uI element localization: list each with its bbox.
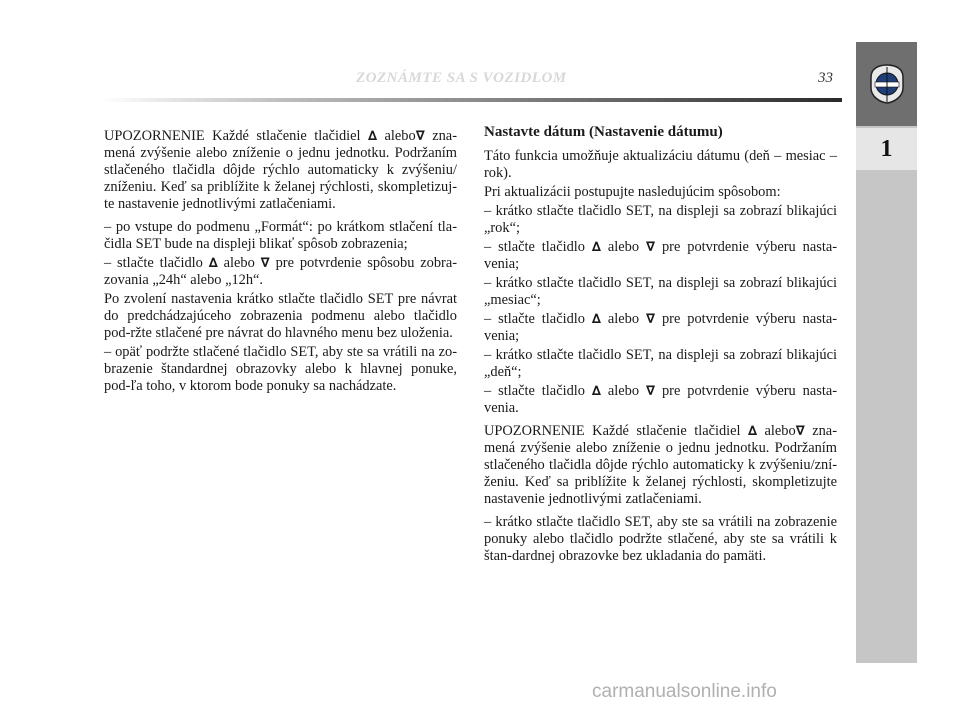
left-column xyxy=(104,128,457,397)
paragraph xyxy=(484,383,837,417)
text: alebo xyxy=(600,239,646,255)
up-arrow-icon: ∆ xyxy=(591,384,601,399)
right-column xyxy=(484,124,837,571)
running-header: ZOZNÁMTE SA S VOZIDLOM xyxy=(356,70,567,86)
paragraph xyxy=(484,239,837,273)
text: – stlačte tlačidlo xyxy=(484,239,592,255)
warning-paragraph xyxy=(484,423,837,508)
text: – stlačte tlačidlo xyxy=(104,255,209,271)
paragraph xyxy=(104,255,457,289)
text: alebo xyxy=(217,255,261,271)
page-number: 33 xyxy=(818,70,833,86)
paragraph: Pri aktualizácii postupujte nasledujúcim spôsobom: xyxy=(484,184,781,200)
down-arrow-icon: ∇ xyxy=(646,312,656,327)
down-arrow-icon: ∇ xyxy=(415,129,425,144)
paragraph: – krátko stlačte tlačidlo SET, aby ste sa vrátili na zobrazenie ponuky alebo tlačidlo podržte stlačené, aby ste sa vrátili k štan-dardnej obrazovke bez ukladania do pamäti. xyxy=(484,514,837,564)
paragraph xyxy=(484,311,837,345)
up-arrow-icon: ∆ xyxy=(208,256,218,271)
text: – stlačte tlačidlo xyxy=(484,383,592,399)
text: zna-mená zvýšenie alebo zníženie o jednu jednotku. Podržaním stlačeného tlačidla dôjde rýchlo automaticky k zvýšeniu/ zníženiu. Keď sa priblížite k želanej rýchlosti, skompletizuj-te nastavenie jednotlivými zatlačeniami. xyxy=(104,128,457,212)
section-title: Nastavte dátum (Nastavenie dátumu) xyxy=(484,124,723,140)
up-arrow-icon: ∆ xyxy=(748,424,758,439)
paragraph: – krátko stlačte tlačidlo SET, na displeji sa zobrazí blikajúci „mesiac“; xyxy=(484,275,837,308)
text: pre potvrdenie výberu nasta-venia; xyxy=(484,239,838,272)
down-arrow-icon: ∇ xyxy=(795,424,805,439)
down-arrow-icon: ∇ xyxy=(646,240,656,255)
down-arrow-icon: ∇ xyxy=(260,256,270,271)
text: pre potvrdenie výberu nasta-venia. xyxy=(484,383,838,416)
text: zna-mená zvýšenie alebo zníženie o jednu jednotku. Podržaním stlačeného tlačidla dôjde rýchlo automaticky k zvýšeniu/zní-ženiu. Keď sa priblížite k želanej rýchlosti, skompletizujte nastavenie jednotlivými zatlačeniami. xyxy=(484,423,837,507)
text: pre potvrdenie výberu nasta-venia; xyxy=(484,311,838,344)
lancia-shield-icon xyxy=(870,64,904,104)
text: alebo xyxy=(377,128,416,144)
text: alebo xyxy=(757,423,796,439)
text: pre potvrdenie spôsobu zobra-zovania „24h“ alebo „12h“. xyxy=(104,255,458,288)
paragraph: Táto funkcia umožňuje aktualizáciu dátumu (deň – mesiac – rok). xyxy=(484,148,837,181)
text: alebo xyxy=(600,383,646,399)
paragraph: – krátko stlačte tlačidlo SET, na displeji sa zobrazí blikajúci „rok“; xyxy=(484,203,837,236)
text: UPOZORNENIE Každé stlačenie tlačidiel xyxy=(484,423,749,439)
text: alebo xyxy=(600,311,646,327)
warning-paragraph xyxy=(104,128,457,213)
watermark: carmanualsonline.info xyxy=(592,681,777,702)
paragraph: – krátko stlačte tlačidlo SET, na displeji sa zobrazí blikajúci „deň“; xyxy=(484,347,837,380)
up-arrow-icon: ∆ xyxy=(368,129,378,144)
text: – stlačte tlačidlo xyxy=(484,311,592,327)
paragraph: Po zvolení nastavenia krátko stlačte tlačidlo SET pre návrat do predchádzajúceho zobrazenia podmenu alebo tlačidlo pod-ržte stlačené pre návrat do hlavného menu bez uloženia. xyxy=(104,291,457,341)
header-rule xyxy=(100,98,842,102)
text: UPOZORNENIE Každé stlačenie tlačidiel xyxy=(104,128,369,144)
down-arrow-icon: ∇ xyxy=(646,384,656,399)
paragraph: – po vstupe do podmenu „Formát“: po krátkom stlačení tla-čidla SET bude na displeji blikať spôsob zobrazenia; xyxy=(104,219,457,252)
up-arrow-icon: ∆ xyxy=(591,312,601,327)
up-arrow-icon: ∆ xyxy=(591,240,601,255)
chapter-number: 1 xyxy=(880,136,893,162)
paragraph: – opäť podržte stlačené tlačidlo SET, aby ste sa vrátili na zo-brazenie štandardnej obrazovky alebo k hlavnej ponuke, pod-ľa toho, v ktorom bode ponuky sa nachádzate. xyxy=(104,344,457,394)
